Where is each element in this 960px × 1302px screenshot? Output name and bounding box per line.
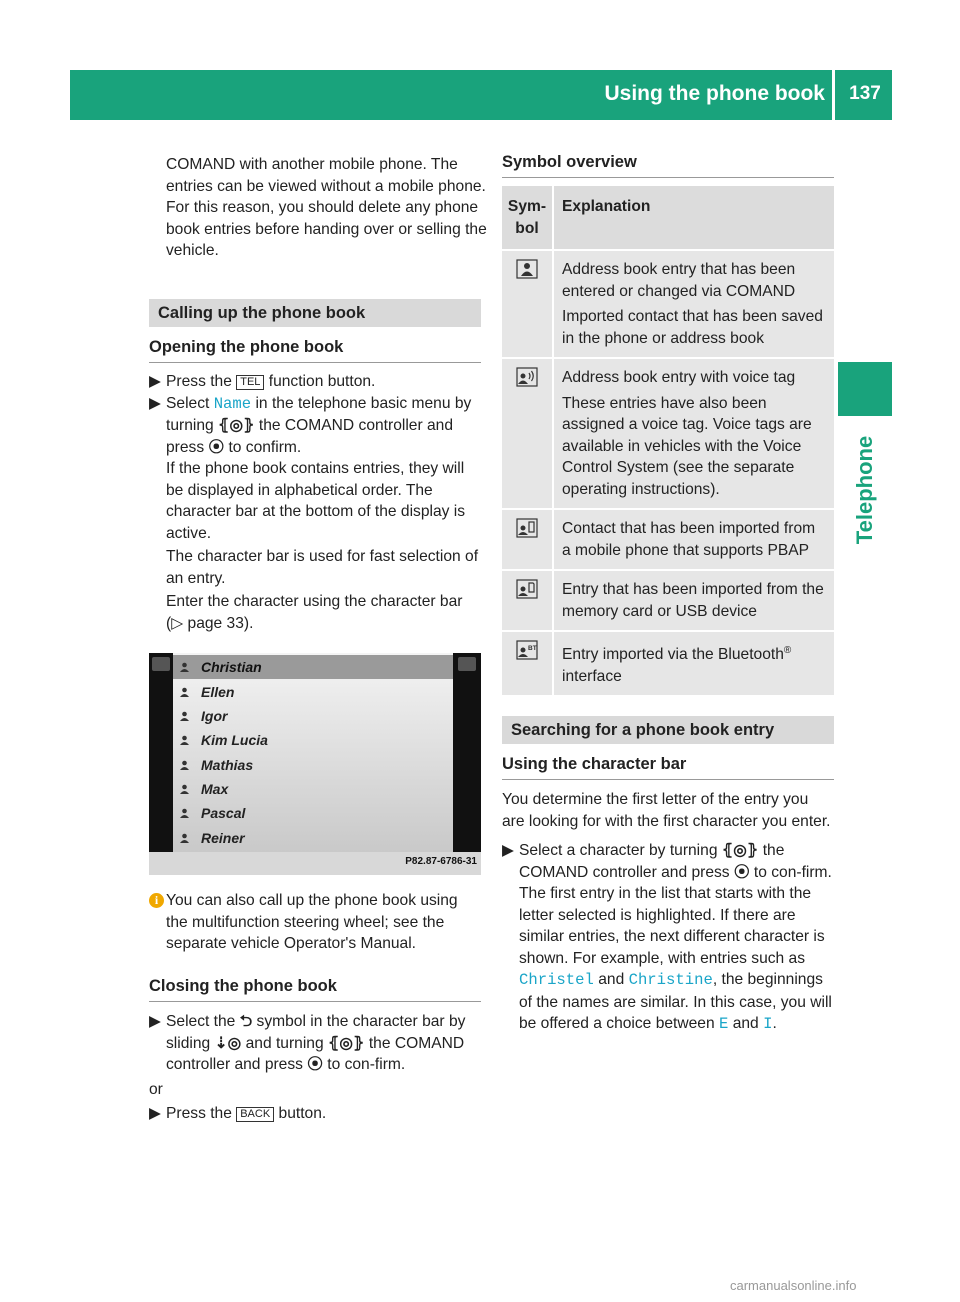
press-controller-icon: ⦿ xyxy=(208,438,225,456)
side-tab-label: Telephone xyxy=(852,435,877,545)
back-arrow-icon: ⮌ xyxy=(239,1013,253,1030)
person-icon xyxy=(180,711,189,721)
subheading-symbol-overview: Symbol overview xyxy=(502,153,834,178)
result-text-2: The character bar is used for fast selection of an entry. xyxy=(166,548,479,587)
phone-book-screen xyxy=(149,653,481,875)
page-ref-arrow-icon: ▷ xyxy=(171,614,188,632)
back-symbol-icon xyxy=(152,657,170,671)
intro-paragraph: COMAND with another mobile phone. The entries can be viewed without a mobile phone. For this reason, you should delete any phone book entries before handing over or selling the vehicle. xyxy=(166,156,487,259)
person-icon xyxy=(180,784,189,794)
info-icon: i xyxy=(149,893,164,908)
table-row: Address book entry that has been entered or changed via COMAND Imported contact that has been saved in the phone or address book xyxy=(502,251,834,359)
turn-controller-icon: ⦃◎⦄ xyxy=(721,842,759,859)
result-text-3: Enter the character using the character bar (▷ page 33). xyxy=(166,593,463,632)
charbar-intro: You determine the first letter of the entry you are looking for with the first character you enter. xyxy=(502,791,831,830)
pbap-contact-icon xyxy=(516,518,538,538)
person-icon xyxy=(180,808,189,818)
watermark: carmanualsonline.info xyxy=(730,1278,857,1293)
example-christel: Christel xyxy=(519,971,594,989)
bullet-arrow-icon: ▶ xyxy=(149,1013,161,1030)
bullet-arrow-icon: ▶ xyxy=(149,373,161,390)
table-row: Address book entry with voice tag These entries have also been assigned a voice tag. Voice tags are available in vehicles with the Voice Control System (see the separate operating instructions). xyxy=(502,359,834,510)
menu-symbol-icon xyxy=(458,657,476,671)
list-item[interactable]: Ellen xyxy=(173,680,453,704)
person-icon xyxy=(180,833,189,843)
tel-key-icon: TEL xyxy=(236,375,264,390)
list-item[interactable]: Kim Lucia xyxy=(173,728,453,752)
memory-card-contact-icon xyxy=(516,579,538,599)
menu-item-name: Name xyxy=(213,394,252,413)
subheading-closing: Closing the phone book xyxy=(149,977,481,1002)
person-icon xyxy=(180,687,189,697)
list-item[interactable]: Igor xyxy=(173,704,453,728)
list-item[interactable]: Christian xyxy=(173,655,453,679)
list-item[interactable]: Reiner xyxy=(173,826,453,850)
table-header-row xyxy=(502,186,834,251)
closing-steps xyxy=(149,1011,481,1125)
comand-contact-icon xyxy=(516,259,538,279)
table-row: Entry that has been imported from the memory card or USB device xyxy=(502,571,834,632)
column-header-symbol: Sym-bol xyxy=(502,186,554,251)
table-row: BT Entry imported via the Bluetooth® interface xyxy=(502,632,834,697)
character-bar-text xyxy=(502,789,834,1036)
subheading-opening: Opening the phone book xyxy=(149,338,481,363)
step-select-name: ▶ Select Name in the telephone basic menu by turning ⦃◎⦄ the COMAND controller and press ⦿ to confirm. xyxy=(149,394,472,456)
table-row: Contact that has been imported from a mobile phone that supports PBAP xyxy=(502,510,834,571)
list-item[interactable]: Pascal xyxy=(173,801,453,825)
result-text-1: If the phone book contains entries, they will be displayed in alphabetical order. The character bar at the bottom of the display is active. xyxy=(166,460,466,542)
svg-text:BT: BT xyxy=(528,645,537,652)
step-press-back: ▶ Press the BACK button. xyxy=(149,1103,481,1125)
voice-tag-icon xyxy=(516,367,538,387)
column-header-explanation: Explanation xyxy=(554,186,834,251)
step-select-back-symbol: ▶ Select the ⮌ symbol in the character bar by sliding ⇣◎ and turning ⦃◎⦄ the COMAND controller and press ⦿ to con-firm. xyxy=(149,1013,466,1073)
side-tab-marker xyxy=(838,362,892,416)
step-press-tel: ▶ Press the TEL function button. xyxy=(149,371,481,393)
turn-controller-icon: ⦃◎⦄ xyxy=(327,1034,365,1052)
step-select-character: ▶ Select a character by turning ⦃◎⦄ the COMAND controller and press ⦿ to con-firm. xyxy=(502,842,832,881)
person-icon xyxy=(180,760,189,770)
list-item[interactable]: Mathias xyxy=(173,753,453,777)
image-code: P82.87-6786-31 xyxy=(405,856,477,867)
bullet-arrow-icon: ▶ xyxy=(502,842,514,859)
opening-steps xyxy=(149,371,481,634)
choice-e: E xyxy=(719,1015,729,1033)
side-tab xyxy=(830,420,900,560)
example-christine: Christine xyxy=(628,971,713,989)
choice-i: I xyxy=(763,1015,773,1033)
header-divider xyxy=(832,70,835,120)
bullet-arrow-icon: ▶ xyxy=(149,394,161,412)
person-icon xyxy=(180,735,189,745)
back-key-icon: BACK xyxy=(236,1107,274,1122)
bluetooth-contact-icon xyxy=(516,640,538,660)
contact-list xyxy=(173,653,453,852)
info-note: i You can also call up the phone book using the multifunction steering wheel; see the separate vehicle Operator's Manual. xyxy=(149,890,481,955)
section-heading: Calling up the phone book xyxy=(149,299,481,327)
result-text: The first entry in the list that starts with the letter selected is highlighted. If there are similar entries, the next different character is shown. For example, with entries such as Christel and Christine, the beginnings of the names are similar. In this case, you will be offered a choice between E and I. xyxy=(519,885,832,1033)
list-item[interactable]: Max xyxy=(173,777,453,801)
person-icon xyxy=(180,662,189,672)
slide-controller-icon: ⇣◎ xyxy=(214,1034,242,1052)
section-heading-search: Searching for a phone book entry xyxy=(502,716,834,744)
press-controller-icon: ⦿ xyxy=(307,1056,323,1073)
page-title: Using the phone book xyxy=(604,82,825,105)
or-text: or xyxy=(149,1080,163,1098)
character-bar xyxy=(149,852,481,875)
subheading-character-bar: Using the character bar xyxy=(502,755,834,780)
symbol-table xyxy=(502,186,834,697)
press-controller-icon: ⦿ xyxy=(733,863,750,881)
turn-controller-icon: ⦃◎⦄ xyxy=(218,417,255,434)
bullet-arrow-icon: ▶ xyxy=(149,1105,161,1122)
page-number: 137 xyxy=(849,83,881,104)
